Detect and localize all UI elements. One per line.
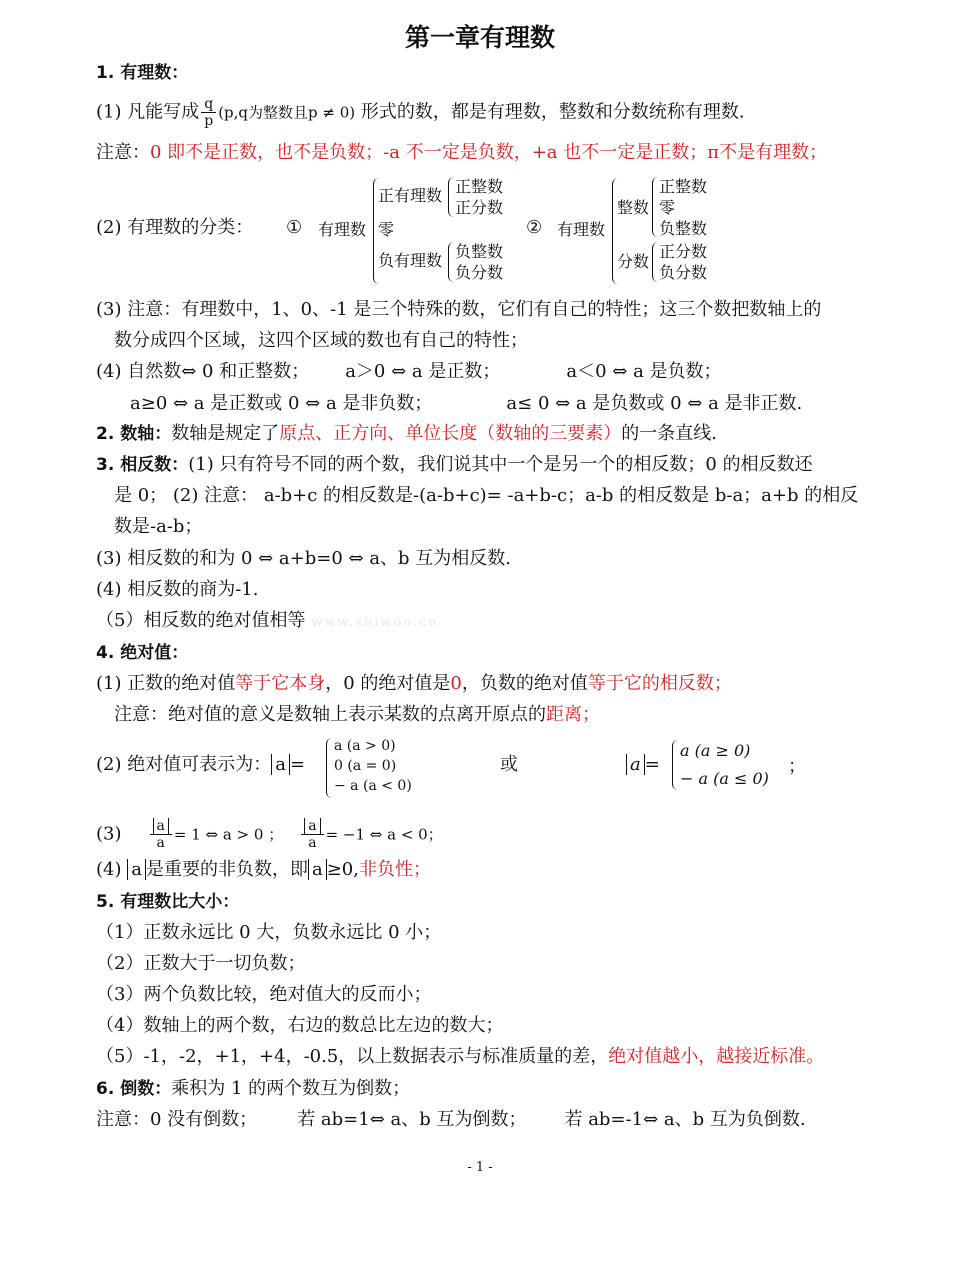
- section-4-line-1: (1) 正数的绝对值等于它本身，0 的绝对值是0，负数的绝对值等于它的相反数；: [96, 673, 732, 694]
- tree-leaf: 负分数: [659, 263, 708, 282]
- tree-leaf: 正分数: [455, 198, 504, 217]
- list-item: （2）正数大于一切负数；: [96, 953, 306, 974]
- section-3-line-5: (4) 相反数的商为-1.: [96, 579, 259, 600]
- classification-1-marker: ①: [286, 217, 303, 238]
- section-4-point-3: (3) $\frac{a}{a}$ = 1 ⇔ a > 0 ； $\frac{a}{a}$ = −1 ⇔ a < 0；: [96, 818, 443, 851]
- section-3-line-6: （5）相反数的绝对值相等 www.shiwoo.cn: [96, 610, 439, 631]
- section-6-note: 注意：0 没有倒数； 若 ab=1⇔ a、b 互为倒数； 若 ab=-1⇔ a、b 互为负倒数.: [96, 1109, 806, 1130]
- tree-leaf: 负整数: [659, 219, 708, 238]
- classification-2-marker: ②: [526, 217, 543, 238]
- classification-2-fraction: 分数: [617, 252, 650, 271]
- section-1-definition: (1) 凡能写成 $\frac{q}{p}$ (p,q为整数且p ≠ 0) 形式的数，都是有理数，整数和分数统称有理数.: [96, 96, 745, 129]
- abs-case: − a (a < 0): [334, 778, 412, 794]
- list-item: （1）正数永远比 0 大，负数永远比 0 小；: [96, 922, 442, 943]
- abs-definition-2: a =: [626, 752, 660, 778]
- list-item: （4）数轴上的两个数，右边的数总比左边的数大；: [96, 1015, 504, 1036]
- classification-1-positive: 正有理数: [378, 186, 443, 205]
- section-1-point-3-line-2: 数分成四个区域，这四个区域的数也有自己的特性；: [114, 330, 528, 351]
- section-1-note: 注意：0 即不是正数，也不是负数；-a 不一定是负数，+a 也不一定是正数；π不是有理数；: [96, 142, 828, 163]
- section-1-point-4-line-1: (4) 自然数⇔ 0 和正整数； a＞0 ⇔ a 是正数； a＜0 ⇔ a 是负数；: [96, 361, 722, 382]
- classification-2-root: 有理数: [557, 220, 606, 239]
- chapter-title: 第一章有理数: [404, 23, 555, 52]
- section-4-point-4: (4) a 是重要的非负数，即 a ≥0,非负性；: [96, 859, 431, 880]
- section-3-line-3: 数是-a-b；: [114, 516, 203, 537]
- abs-case: a (a > 0): [334, 738, 396, 754]
- tree-leaf: 负整数: [455, 242, 504, 261]
- tree-leaf: 正整数: [455, 177, 504, 196]
- note-red-text: 0 即不是正数，也不是负数；-a 不一定是负数，+a 也不一定是正数；π不是有理数；: [150, 142, 828, 163]
- tree-leaf: 正分数: [659, 242, 708, 261]
- brace: [326, 738, 333, 798]
- section-4-note: 注意：绝对值的意义是数轴上表示某数的点离开原点的距离；: [114, 704, 600, 725]
- section-3-line-4: (3) 相反数的和为 0 ⇔ a+b=0 ⇔ a、b 互为相反数.: [96, 548, 512, 569]
- list-item: （5）-1，-2，+1，+4，-0.5，以上数据表示与标准质量的差，绝对值越小，越接近标准。: [96, 1046, 825, 1067]
- section-2-heading: 2. 数轴：: [96, 424, 172, 444]
- section-4-heading: 4. 绝对值：: [96, 643, 189, 663]
- section-1-point-3-line-1: (3) 注意：有理数中，1、0、-1 是三个特殊的数，它们有自己的特性；这三个数把数轴上的: [96, 299, 822, 320]
- fraction-q-over-p: $\frac{q}{p}$: [201, 96, 216, 129]
- list-item: （3）两个负数比较，绝对值大的反而小；: [96, 984, 432, 1005]
- page-number: - 1 -: [467, 1160, 493, 1175]
- fraction-abs-a-over-a: $\frac{a}{a}$: [150, 818, 172, 851]
- section-1-heading: 1. 有理数：: [96, 63, 189, 83]
- section-1-point-4-line-2: a≥0 ⇔ a 是正数或 0 ⇔ a 是非负数； a≤ 0 ⇔ a 是负数或 0 ⇔ a 是非正数.: [130, 393, 803, 414]
- section-2: 2. 数轴：数轴是规定了原点、正方向、单位长度（数轴的三要素）的一条直线.: [96, 423, 717, 444]
- section-3-heading: 3. 相反数：: [96, 455, 189, 475]
- or-text: 或: [500, 754, 518, 775]
- section-5-heading: 5. 有理数比大小：: [96, 892, 240, 912]
- classification-1-zero: 零: [378, 220, 395, 239]
- section-3-line-1: 3. 相反数：(1) 只有符号不同的两个数，我们说其中一个是另一个的相反数；0 的相反数还: [96, 454, 813, 475]
- fraction-abs-a-over-a: $\frac{a}{a}$: [301, 818, 323, 851]
- tree-leaf: 负分数: [455, 263, 504, 282]
- semicolon: ；: [788, 756, 806, 777]
- brace: [448, 177, 455, 217]
- abs-case: a (a ≥ 0): [680, 741, 751, 760]
- watermark: www.shiwoo.cn: [311, 615, 439, 630]
- classification-1-root: 有理数: [318, 220, 367, 239]
- section-3-line-2: 是 0； (2) 注意： a-b+c 的相反数是-(a-b+c)= -a+b-c；a-b 的相反数是 b-a；a+b 的相反: [114, 485, 859, 506]
- section-6: 6. 倒数：乘积为 1 的两个数互为倒数；: [96, 1078, 411, 1099]
- brace: [652, 242, 659, 282]
- brace: [448, 242, 455, 282]
- classification-2-integer: 整数: [617, 198, 650, 217]
- abs-definition-label: (2) 绝对值可表示为： a =: [96, 754, 306, 775]
- brace: [672, 740, 679, 790]
- abs-case: 0 (a = 0): [334, 758, 397, 774]
- tree-leaf: 零: [659, 198, 676, 217]
- classification-label: (2) 有理数的分类：: [96, 217, 254, 238]
- tree-leaf: 正整数: [659, 177, 708, 196]
- section-6-heading: 6. 倒数：: [96, 1079, 172, 1099]
- classification-1-negative: 负有理数: [378, 251, 443, 270]
- abs-case: − a (a ≤ 0): [680, 769, 769, 788]
- brace: [652, 177, 659, 237]
